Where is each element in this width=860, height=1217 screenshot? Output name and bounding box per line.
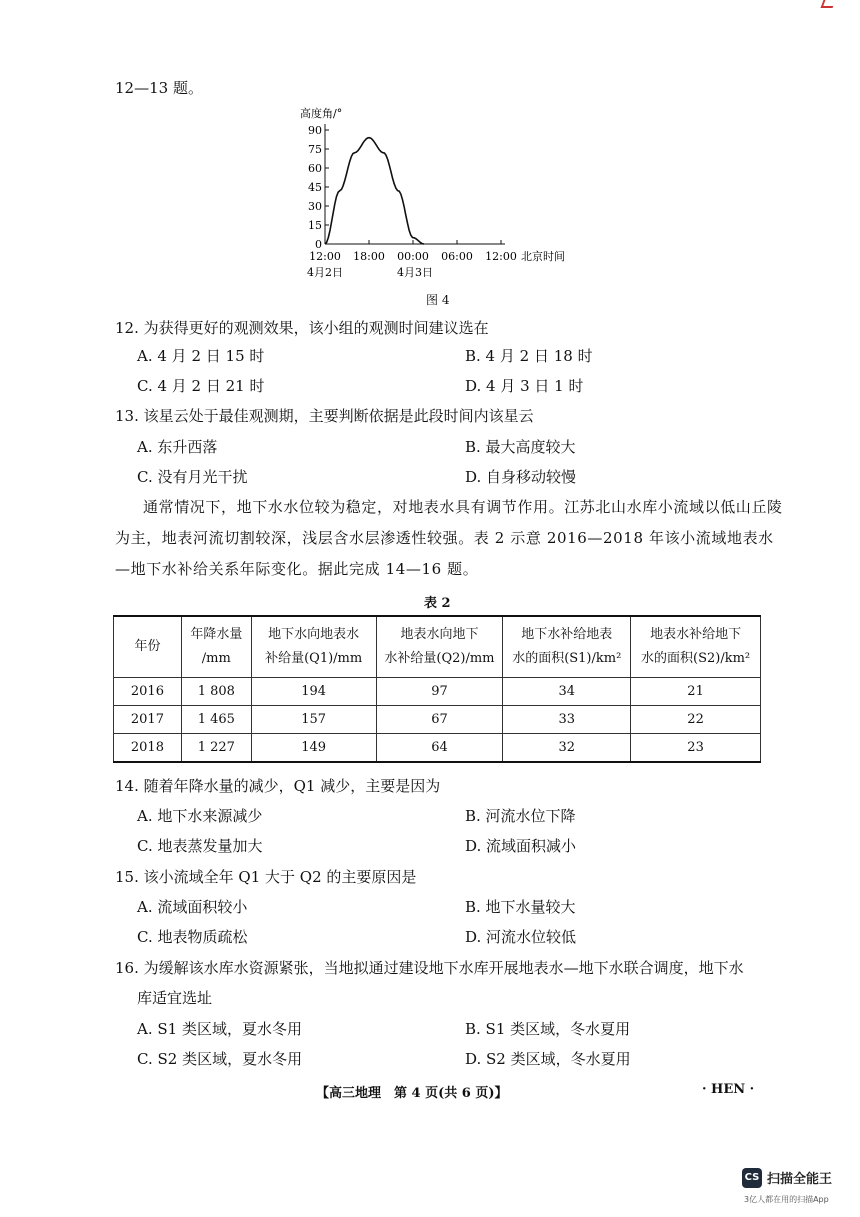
table-cell: 2018 bbox=[114, 734, 182, 763]
header-text-line2: /mm bbox=[201, 651, 231, 666]
scanner-tagline: 3亿人都在用的扫描App bbox=[744, 1195, 829, 1204]
table-cell: 34 bbox=[503, 678, 631, 706]
x-axis-unit: 北京时间 bbox=[521, 250, 565, 263]
y-tick-label: 90 bbox=[308, 124, 322, 137]
paper-code: · HEN · bbox=[702, 1082, 755, 1097]
question-14-option-b: B. 河流水位下降 bbox=[465, 807, 576, 825]
question-15-option-a: A. 流域面积较小 bbox=[137, 898, 248, 916]
question-15-option-c: C. 地表物质疏松 bbox=[137, 928, 248, 946]
header-text-line1: 地下水补给地表 bbox=[521, 627, 613, 642]
header-text-line2: 水的面积(S2)/km² bbox=[641, 651, 751, 666]
header-text-line1: 地表水向地下 bbox=[400, 627, 479, 642]
question-15-option-b: B. 地下水量较大 bbox=[465, 898, 576, 916]
header-q1 bbox=[251, 616, 376, 678]
table-row bbox=[114, 678, 761, 706]
question-16-stem-line2: 库适宜选址 bbox=[137, 989, 213, 1007]
date-label-april-2: 4月2日 bbox=[307, 266, 343, 279]
question-13-option-b: B. 最大高度较大 bbox=[465, 438, 576, 456]
table-title: 表 2 bbox=[424, 596, 451, 611]
table-row bbox=[114, 734, 761, 763]
table-cell: 23 bbox=[631, 734, 761, 763]
scanner-logo-icon: CS bbox=[742, 1168, 762, 1188]
y-tick-label: 75 bbox=[308, 143, 322, 156]
question-14-option-a: A. 地下水来源减少 bbox=[137, 807, 263, 825]
header-precip bbox=[181, 616, 251, 678]
x-tick-label: 12:00 bbox=[485, 250, 517, 263]
question-13-option-c: C. 没有月光干扰 bbox=[137, 468, 248, 486]
question-16-option-a: A. S1 类区域，夏水冬用 bbox=[137, 1020, 302, 1038]
header-s2 bbox=[631, 616, 761, 678]
y-tick-label: 15 bbox=[308, 219, 322, 232]
table-cell: 21 bbox=[631, 678, 761, 706]
page-footer: 【高三地理 第 4 页(共 6 页)】 bbox=[316, 1086, 508, 1101]
header-text-line2: 补给量(Q1)/mm bbox=[265, 651, 363, 666]
y-tick-label: 45 bbox=[308, 181, 322, 194]
header-year bbox=[114, 616, 182, 678]
altitude-curve bbox=[325, 138, 424, 244]
header-text-line2: 水补给量(Q2)/mm bbox=[384, 651, 495, 666]
question-16-option-b: B. S1 类区域，冬水夏用 bbox=[465, 1020, 631, 1038]
table-cell: 2017 bbox=[114, 706, 182, 734]
header-s1 bbox=[503, 616, 631, 678]
question-12-option-c: C. 4 月 2 日 21 时 bbox=[137, 377, 265, 395]
question-14-option-d: D. 流域面积减小 bbox=[465, 837, 577, 855]
table-cell: 149 bbox=[251, 734, 376, 763]
y-tick-label: 30 bbox=[308, 200, 322, 213]
question-13-option-d: D. 自身移动较慢 bbox=[465, 468, 577, 486]
question-15-stem: 15. 该小流域全年 Q1 大于 Q2 的主要原因是 bbox=[115, 868, 417, 886]
scanner-app-name: 扫描全能王 bbox=[767, 1172, 833, 1187]
figure-4-chart bbox=[296, 104, 586, 304]
y-tick-label: 60 bbox=[308, 162, 322, 175]
table-cell: 32 bbox=[503, 734, 631, 763]
table-cell: 1 808 bbox=[181, 678, 251, 706]
table-cell: 1 465 bbox=[181, 706, 251, 734]
question-16-option-d: D. S2 类区域，冬水夏用 bbox=[465, 1050, 631, 1068]
passage-text: 通常情况下，地下水水位较为稳定，对地表水具有调节作用。江苏北山水库小流域以低山丘陵为主，地表河流切割较深，浅层含水层渗透性较强。表 2 示意 2016—2018 年该小流域地表水—地下水补给关系年际变化。据此完成 14—16 题。 bbox=[115, 498, 783, 578]
header-q2 bbox=[376, 616, 503, 678]
header-text-line1: 地表水补给地下 bbox=[650, 627, 742, 642]
x-tick-label: 06:00 bbox=[441, 250, 473, 263]
y-axis-label: 高度角/° bbox=[300, 107, 343, 120]
header-year-text: 年份 bbox=[134, 639, 161, 654]
question-16-stem-line1: 16. 为缓解该水库水资源紧张，当地拟通过建设地下水库开展地表水—地下水联合调度，地下水 bbox=[115, 959, 744, 977]
header-text-line1: 地下水向地表水 bbox=[268, 627, 360, 642]
table-cell: 1 227 bbox=[181, 734, 251, 763]
question-ref: 12—13 题。 bbox=[115, 79, 203, 97]
header-text-line1: 年降水量 bbox=[190, 627, 243, 642]
table-header-row bbox=[114, 616, 761, 678]
question-15-option-d: D. 河流水位较低 bbox=[465, 928, 577, 946]
corner-mark bbox=[821, 0, 836, 8]
question-12-stem: 12. 为获得更好的观测效果，该小组的观测时间建议选在 bbox=[115, 319, 489, 337]
table-cell: 64 bbox=[376, 734, 503, 763]
table-cell: 33 bbox=[503, 706, 631, 734]
question-13-option-a: A. 东升西落 bbox=[137, 438, 218, 456]
question-12-option-d: D. 4 月 3 日 1 时 bbox=[465, 377, 584, 395]
x-tick-label: 00:00 bbox=[397, 250, 429, 263]
table-cell: 157 bbox=[251, 706, 376, 734]
question-13-stem: 13. 该星云处于最佳观测期，主要判断依据是此段时间内该星云 bbox=[115, 407, 534, 425]
question-14-option-c: C. 地表蒸发量加大 bbox=[137, 837, 263, 855]
table-cell: 67 bbox=[376, 706, 503, 734]
date-label-april-3: 4月3日 bbox=[397, 266, 433, 279]
y-tick-label: 0 bbox=[315, 238, 322, 251]
table-cell: 2016 bbox=[114, 678, 182, 706]
x-tick-label: 18:00 bbox=[353, 250, 385, 263]
table-cell: 22 bbox=[631, 706, 761, 734]
header-text-line2: 水的面积(S1)/km² bbox=[512, 651, 622, 666]
table-cell: 97 bbox=[376, 678, 503, 706]
question-14-stem: 14. 随着年降水量的减少，Q1 减少，主要是因为 bbox=[115, 777, 441, 795]
reading-passage bbox=[115, 492, 785, 585]
table-cell: 194 bbox=[251, 678, 376, 706]
figure-caption: 图 4 bbox=[426, 293, 450, 307]
question-12-option-b: B. 4 月 2 日 18 时 bbox=[465, 347, 593, 365]
question-16-option-c: C. S2 类区域，夏水冬用 bbox=[137, 1050, 303, 1068]
x-tick-label: 12:00 bbox=[309, 250, 341, 263]
question-12-option-a: A. 4 月 2 日 15 时 bbox=[137, 347, 265, 365]
data-table bbox=[113, 615, 761, 763]
table-row bbox=[114, 706, 761, 734]
